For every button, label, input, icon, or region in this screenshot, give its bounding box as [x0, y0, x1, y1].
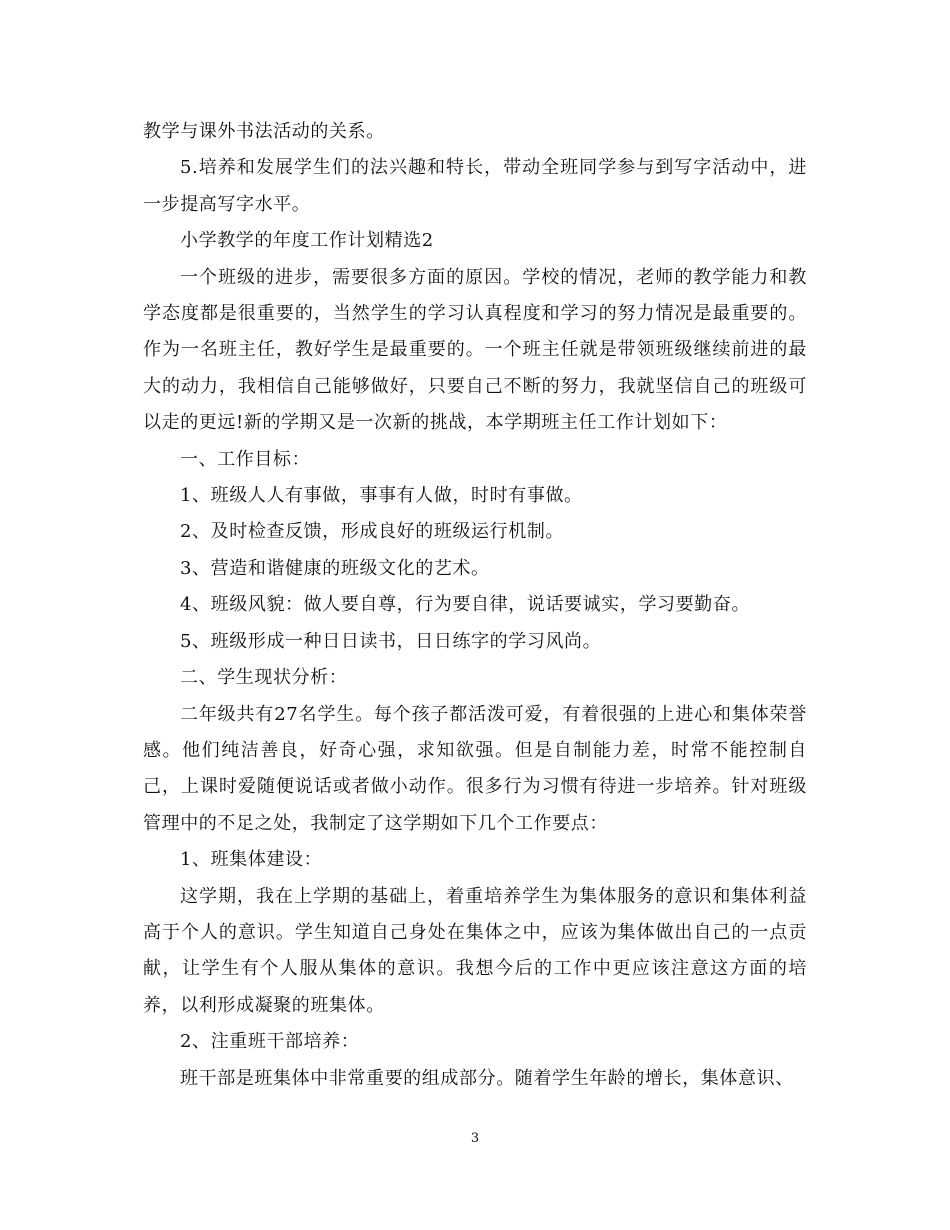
paragraph-cadre-training: 班干部是班集体中非常重要的组成部分。随着学生年龄的增长，集体意识、 [180, 1067, 794, 1089]
paragraph-item-5: 5.培养和发展学生们的法兴趣和特长，带动全班同学参与到写字活动中，进一步提高写字水平。 [143, 157, 807, 215]
goal-item-2: 2、及时检查反馈，形成良好的班级运行机制。 [180, 521, 565, 543]
heading-class-building: 1、班集体建设： [180, 849, 323, 871]
heading-cadre-training: 2、注重班干部培养： [180, 1031, 360, 1053]
goal-item-1: 1、班级人人有事做，事事有人做，时时有事做。 [180, 485, 583, 507]
paragraph-student-analysis: 二年级共有27名学生。每个孩子都活泼可爱，有着很强的上进心和集体荣誉感。他们纯洁善良，好奇心强，求知欲强。但是自制能力差，时常不能控制自己，上课时爱随便说话或者做小动作。很多行为习惯有待进一步培养。针对班级管理中的不足之处，我制定了这学期如下几个工作要点： [143, 703, 807, 834]
document-body [143, 114, 807, 1097]
paragraph-class-building: 这学期，我在上学期的基础上，着重培养学生为集体服务的意识和集体利益高于个人的意识。学生知道自己身处在集体之中，应该为集体做出自己的一点贡献，让学生有个人服从集体的意识。我想今后的工作中更应该注意这方面的培养，以利形成凝聚的班集体。 [143, 885, 807, 1016]
goal-item-5: 5、班级形成一种日日读书，日日练字的学习风尚。 [180, 630, 602, 652]
heading-student-analysis: 二、学生现状分析： [180, 667, 348, 689]
section-title: 小学教学的年度工作计划精选2 [180, 230, 434, 252]
page-number: 3 [470, 1131, 480, 1146]
goal-item-3: 3、营造和谐健康的班级文化的艺术。 [180, 557, 490, 579]
heading-work-goals: 一、工作目标： [180, 448, 311, 470]
paragraph-intro: 一个班级的进步，需要很多方面的原因。学校的情况，老师的教学能力和教学态度都是很重要的，当然学生的学习认真程度和学习的努力情况是最重要的。作为一名班主任，教好学生是最重要的。一个班主任就是带领班级继续前进的最大的动力，我相信自己能够做好，只要自己不断的努力，我就坚信自己的班级可以走的更远!新的学期又是一次新的挑战，本学期班主任工作计划如下： [143, 266, 807, 434]
goal-item-4: 4、班级风貌：做人要自尊，行为要自律，说话要诚实，学习要勤奋。 [180, 594, 751, 616]
paragraph-continuation: 教学与课外书法活动的关系。 [143, 121, 385, 142]
